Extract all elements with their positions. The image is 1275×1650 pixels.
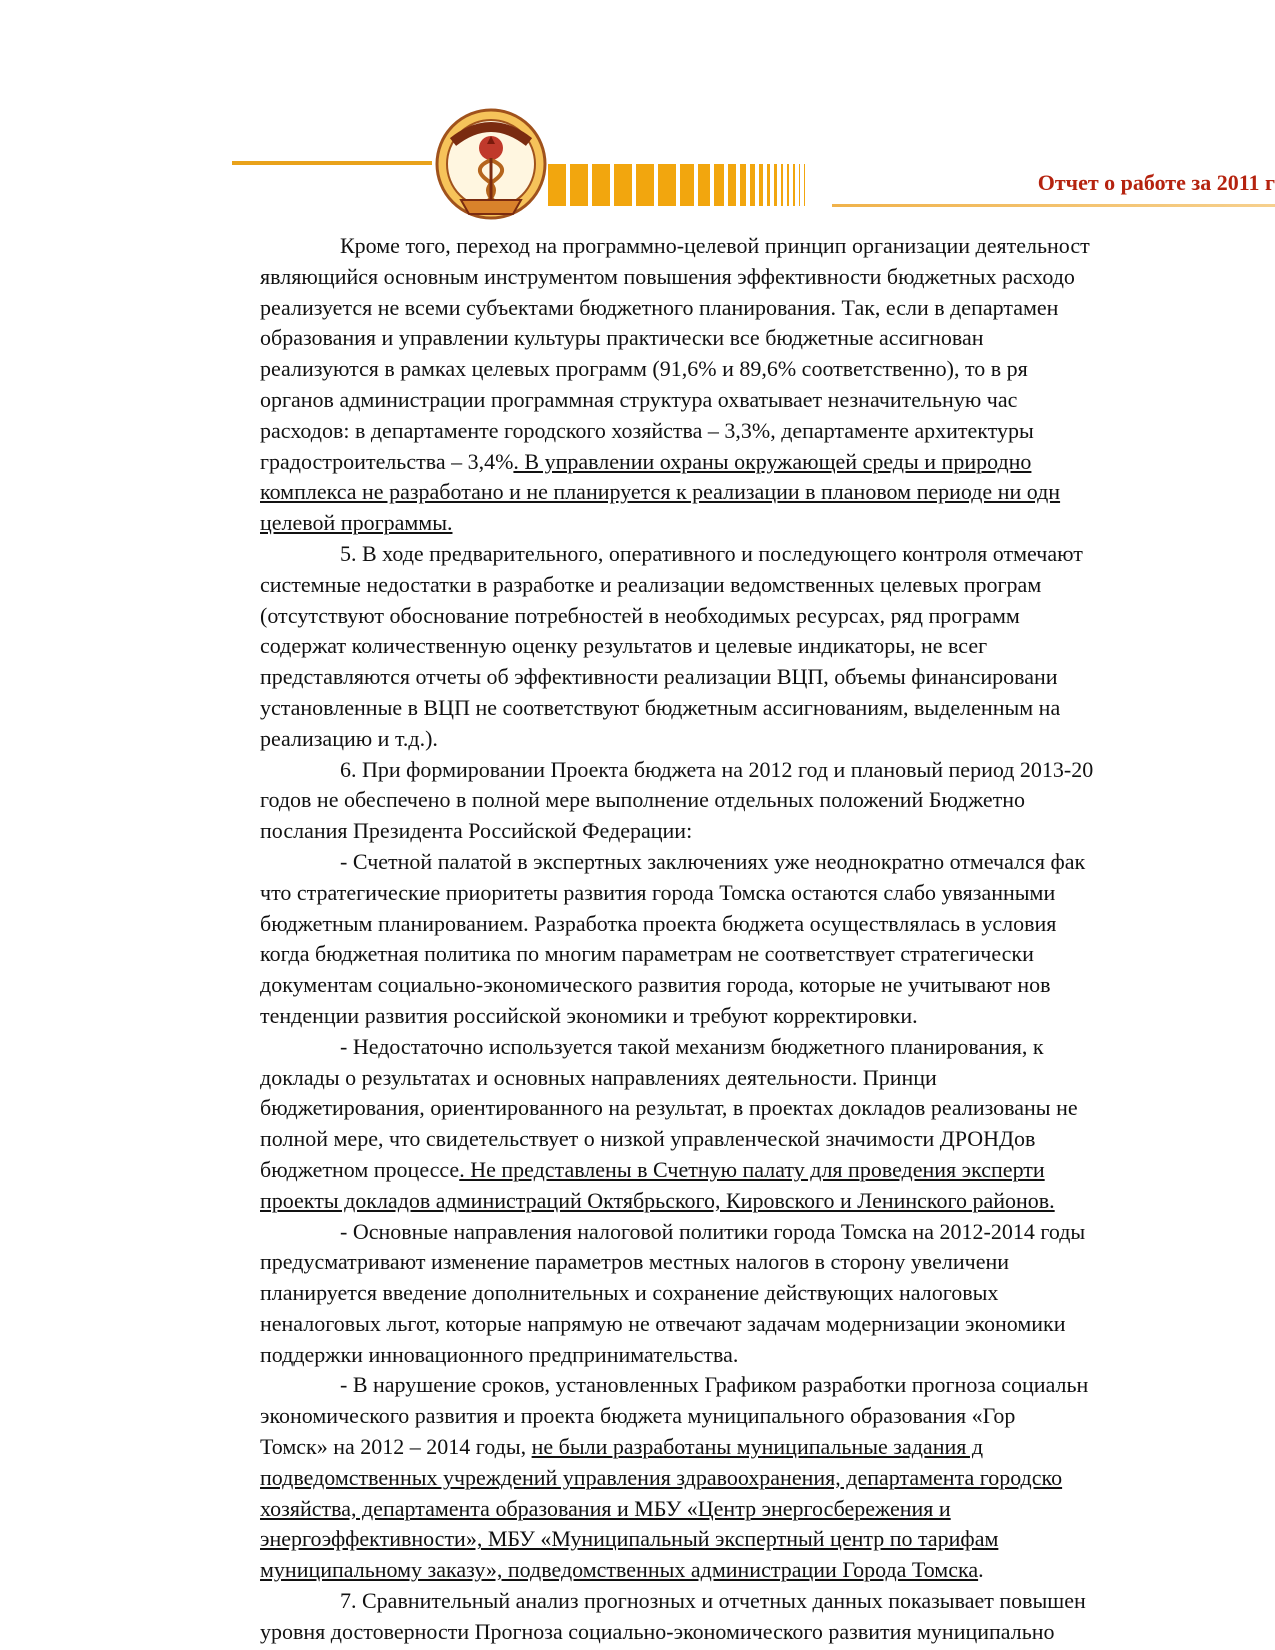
header-rule-left [232, 161, 432, 165]
underlined-text-run: не были разработаны муниципальные задания д [531, 1434, 984, 1460]
text-line [260, 1093, 1275, 1124]
text-line [260, 816, 1275, 847]
underlined-text-run: проекты докладов администраций Октябрьского, Кировского и Ленинского районов. [260, 1187, 1055, 1213]
text-line [260, 262, 1275, 293]
underlined-text-run: муниципальному заказу», подведомственных администрации Города Томска [260, 1557, 979, 1583]
underlined-text-run: энергоэффективности», МБУ «Муниципальный экспертный центр по тарифам [260, 1526, 999, 1552]
text-run: поддержки инновационного предпринимательства. [260, 1341, 739, 1367]
text-line [260, 970, 1275, 1001]
text-line [260, 477, 1275, 508]
text-run: годов не обеспечено в полной мере выполнение отдельных положений Бюджетно [260, 787, 1026, 813]
chamber-emblem-icon [433, 106, 549, 222]
text-run: полной мере, что свидетельствует о низкой управленческой значимости ДРОНДов [260, 1126, 1036, 1152]
text-line [260, 755, 1275, 786]
text-run: реализуются в рамках целевых программ (91,6% и 89,6% соответственно), то в ря [260, 356, 1028, 382]
text-run: доклады о результатах и основных направлениях деятельности. Принци [260, 1064, 937, 1090]
text-line [260, 231, 1275, 262]
text-line [260, 1494, 1275, 1525]
text-run: бюджетном процессе [260, 1156, 460, 1182]
text-line [260, 1463, 1275, 1494]
underlined-text-run: подведомственных учреждений управления здравоохранения, департамента городско [260, 1464, 1063, 1490]
text-line [260, 939, 1275, 970]
underlined-text-run: . Не представлены в Счетную палату для проведения эксперти [459, 1156, 1045, 1182]
text-run: 5. В ходе предварительного, оперативного и последующего контроля отмечают [340, 540, 1083, 566]
text-run: предусматривают изменение параметров местных налогов в сторону увеличени [260, 1249, 1010, 1275]
text-run: документам социально-экономического развития города, которые не учитывают нов [260, 972, 1051, 998]
underlined-text-run: . В управлении охраны окружающей среды и природно [513, 448, 1032, 474]
report-title: Отчет о работе за 2011 г [1037, 170, 1275, 195]
header-bars [548, 164, 809, 206]
document-body [260, 231, 1275, 1648]
text-run: неналоговых льгот, которые напрямую не отвечают задачам модернизации экономики [260, 1310, 1066, 1336]
text-run: содержат количественную оценку результатов и целевые индикаторы, не всег [260, 633, 988, 659]
text-line [260, 1155, 1275, 1186]
text-line [260, 1524, 1275, 1555]
text-run: образования и управлении культуры практически все бюджетные ассигнован [260, 325, 984, 351]
text-line [260, 631, 1275, 662]
text-run: - Счетной палатой в экспертных заключениях уже неоднократно отмечался фак [340, 848, 1086, 874]
text-line [260, 909, 1275, 940]
text-line [260, 785, 1275, 816]
underlined-text-run: целевой программы. [260, 510, 453, 536]
text-line [260, 1340, 1275, 1371]
underlined-text-run: хозяйства, департамента образования и МБУ «Центр энергосбережения и [260, 1495, 951, 1521]
text-run: системные недостатки в разработке и реализации ведомственных целевых програм [260, 571, 1042, 597]
text-run: 7. Сравнительный анализ прогнозных и отчетных данных показывает повышен [340, 1588, 1086, 1614]
underlined-text-run: комплекса не разработано и не планируется к реализации в плановом периоде ни одн [260, 479, 1061, 505]
text-line [260, 693, 1275, 724]
text-line [260, 1586, 1275, 1617]
text-line [260, 847, 1275, 878]
page-header [0, 100, 1275, 230]
text-line [260, 1370, 1275, 1401]
text-run: бюджетным планированием. Разработка проекта бюджета осуществлялась в условия [260, 910, 1057, 936]
text-line [260, 1124, 1275, 1155]
text-line [260, 1432, 1275, 1463]
text-run: органов администрации программная структура охватывает незначительную час [260, 386, 1018, 412]
text-run: экономического развития и проекта бюджета муниципального образования «Гор [260, 1403, 1016, 1429]
text-line [260, 724, 1275, 755]
text-run: представляются отчеты об эффективности реализации ВЦП, объемы финансировани [260, 664, 1058, 690]
text-run: расходов: в департаменте городского хозяйства – 3,3%, департаменте архитектуры [260, 417, 1034, 443]
text-line [260, 878, 1275, 909]
text-line [260, 323, 1275, 354]
text-line [260, 1063, 1275, 1094]
text-run: 6. При формировании Проекта бюджета на 2012 год и плановый период 2013-20 [340, 756, 1094, 782]
text-line [260, 1001, 1275, 1032]
text-run: реализацию и т.д.). [260, 725, 438, 751]
text-run: послания Президента Российской Федерации: [260, 818, 693, 844]
text-run: реализуется не всеми субъектами бюджетного планирования. Так, если в департамен [260, 294, 1059, 320]
text-run: - Недостаточно используется такой механизм бюджетного планирования, к [340, 1033, 1044, 1059]
text-line [260, 601, 1275, 632]
text-line [260, 1617, 1275, 1648]
text-line [260, 508, 1275, 539]
text-line [260, 1247, 1275, 1278]
text-run: уровня достоверности Прогноза социально-экономического развития муниципально [260, 1618, 1055, 1644]
text-run: Кроме того, переход на программно-целевой принцип организации деятельност [340, 233, 1090, 258]
text-run: градостроительства – 3,4% [260, 448, 514, 474]
text-run: - В нарушение сроков, установленных Графиком разработки прогноза социальн [340, 1372, 1089, 1398]
text-run: когда бюджетная политика по многим параметрам не соответствует стратегически [260, 941, 1034, 967]
text-line [260, 1217, 1275, 1248]
text-run: являющийся основным инструментом повышения эффективности бюджетных расходо [260, 263, 1075, 289]
text-line [260, 293, 1275, 324]
header-rule-right [832, 204, 1275, 207]
text-line [260, 539, 1275, 570]
text-run: Томск» на 2012 – 2014 годы, [260, 1434, 532, 1460]
text-line [260, 1186, 1275, 1217]
text-line [260, 1555, 1275, 1586]
text-run: - Основные направления налоговой политики города Томска на 2012-2014 годы [340, 1218, 1086, 1244]
text-line [260, 416, 1275, 447]
text-run: планируется введение дополнительных и сохранение действующих налоговых [260, 1280, 999, 1306]
text-run: . [978, 1557, 984, 1583]
text-line [260, 1401, 1275, 1432]
text-run: бюджетирования, ориентированного на результат, в проектах докладов реализованы не [260, 1095, 1078, 1121]
text-line [260, 570, 1275, 601]
text-line [260, 447, 1275, 478]
text-line [260, 1032, 1275, 1063]
text-line [260, 354, 1275, 385]
text-line [260, 1309, 1275, 1340]
text-line [260, 385, 1275, 416]
text-run: (отсутствуют обоснование потребностей в необходимых ресурсах, ряд программ [260, 602, 1020, 628]
text-run: тенденции развития российской экономики и требуют корректировки. [260, 1002, 918, 1028]
text-run: что стратегические приоритеты развития города Томска остаются слабо увязанными [260, 879, 1056, 905]
text-run: установленные в ВЦП не соответствуют бюджетным ассигнованиям, выделенным на [260, 694, 1061, 720]
text-line [260, 1278, 1275, 1309]
text-line [260, 662, 1275, 693]
